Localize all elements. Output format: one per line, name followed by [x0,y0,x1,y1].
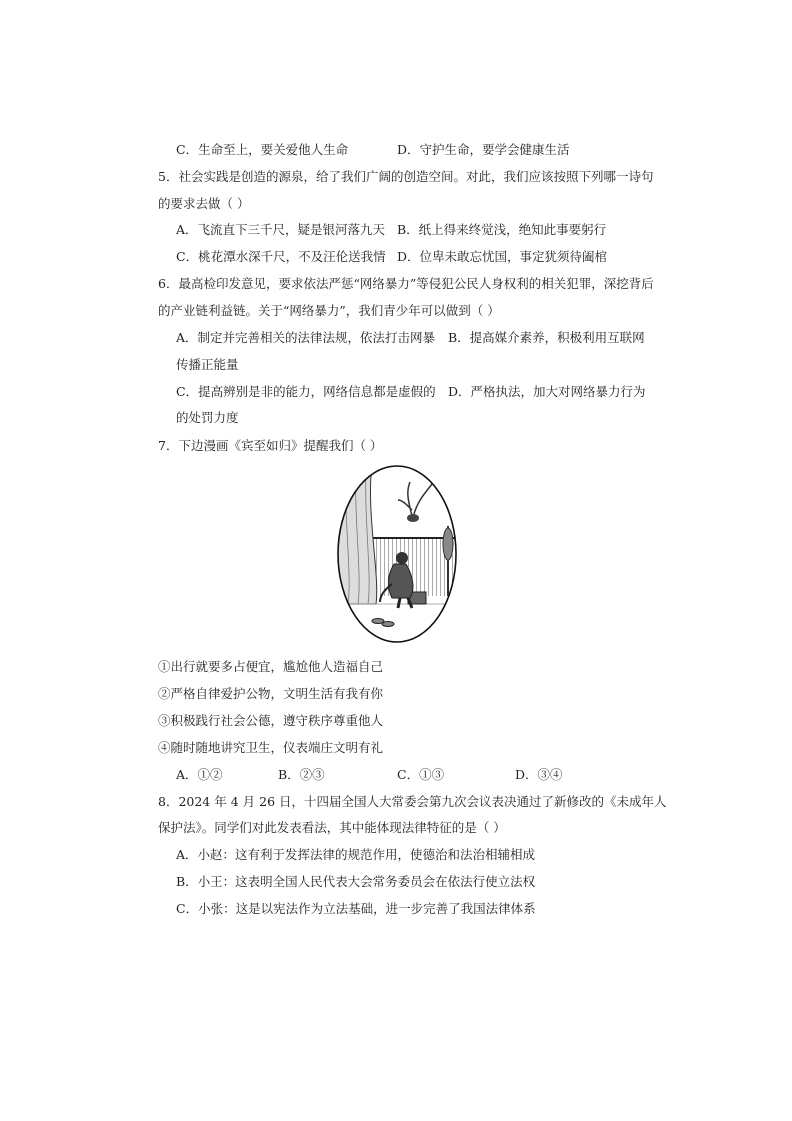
q8-stem-line2: 保护法》。同学们对此发表看法，其中能体现法律特征的是（ ） [158,820,506,835]
q7-statement-2: ②严格自律爱护公物，文明生活有我有你 [158,686,384,701]
q7-option-d: D．③④ [515,767,563,782]
q5-option-b: B．纸上得来终觉浅，绝知此事要躬行 [397,222,607,237]
q7-stem: 7．下边漫画《宾至如归》提醒我们（ ） [158,438,383,453]
q4-option-d: D．守护生命，要学会健康生活 [397,142,570,157]
q6-stem-line1: 6．最高检印发意见，要求依法严惩“网络暴力”等侵犯公民人身权利的相关犯罪，深挖背后 [158,276,654,291]
q7-option-b: B．②③ [278,767,325,782]
q8-option-a: A．小赵：这有利于发挥法律的规范作用，使德治和法治相辅相成 [176,847,536,862]
q7-statement-3: ③积极践行社会公德，遵守秩序尊重他人 [158,713,384,728]
q8-option-c: C．小张：这是以宪法作为立法基础，进一步完善了我国法律体系 [176,901,536,916]
q5-option-d: D．位卑未敢忘忧国，事定犹须待阖棺 [397,249,608,264]
q7-statement-4: ④随时随地讲究卫生，仪表端庄文明有礼 [158,740,384,755]
q6-option-d-line2: 的处罚力度 [176,410,239,425]
q7-statement-1: ①出行就要多占便宜，尴尬他人造福自己 [158,659,384,674]
q6-option-a: A．制定并完善相关的法律法规，依法打击网暴 [176,330,436,345]
q5-option-a: A．飞流直下三千尺，疑是银河落九天 [176,222,386,237]
q5-stem-line1: 5．社会实践是创造的源泉，给了我们广阔的创造空间。对此，我们应该按照下列哪一诗句 [158,169,654,184]
q5-stem-line2: 的要求去做（ ） [158,196,250,211]
q6-option-c: C．提高辨别是非的能力，网络信息都是虚假的 [176,384,436,399]
q6-option-b-line1: B．提高媒介素养，积极利用互联网 [448,330,645,345]
q6-option-b-line2: 传播正能量 [176,357,239,372]
q4-option-c: C．生命至上，要关爱他人生命 [176,142,349,157]
q6-option-d-line1: D．严格执法，加大对网络暴力行为 [448,384,646,399]
q8-stem-line1: 8．2024 年 4 月 26 日，十四届全国人大常委会第九次会议表决通过了新修改的《未成年人 [158,794,667,809]
q7-option-a: A．①② [176,767,223,782]
cartoon-illustration [336,464,458,644]
q6-stem-line2: 的产业链利益链。关于“网络暴力”，我们青少年可以做到（ ） [158,303,500,318]
q7-option-c: C．①③ [397,767,445,782]
q5-option-c: C．桃花潭水深千尺，不及汪伦送我情 [176,249,386,264]
q8-option-b: B．小王：这表明全国人民代表大会常务委员会在依法行使立法权 [176,874,536,889]
